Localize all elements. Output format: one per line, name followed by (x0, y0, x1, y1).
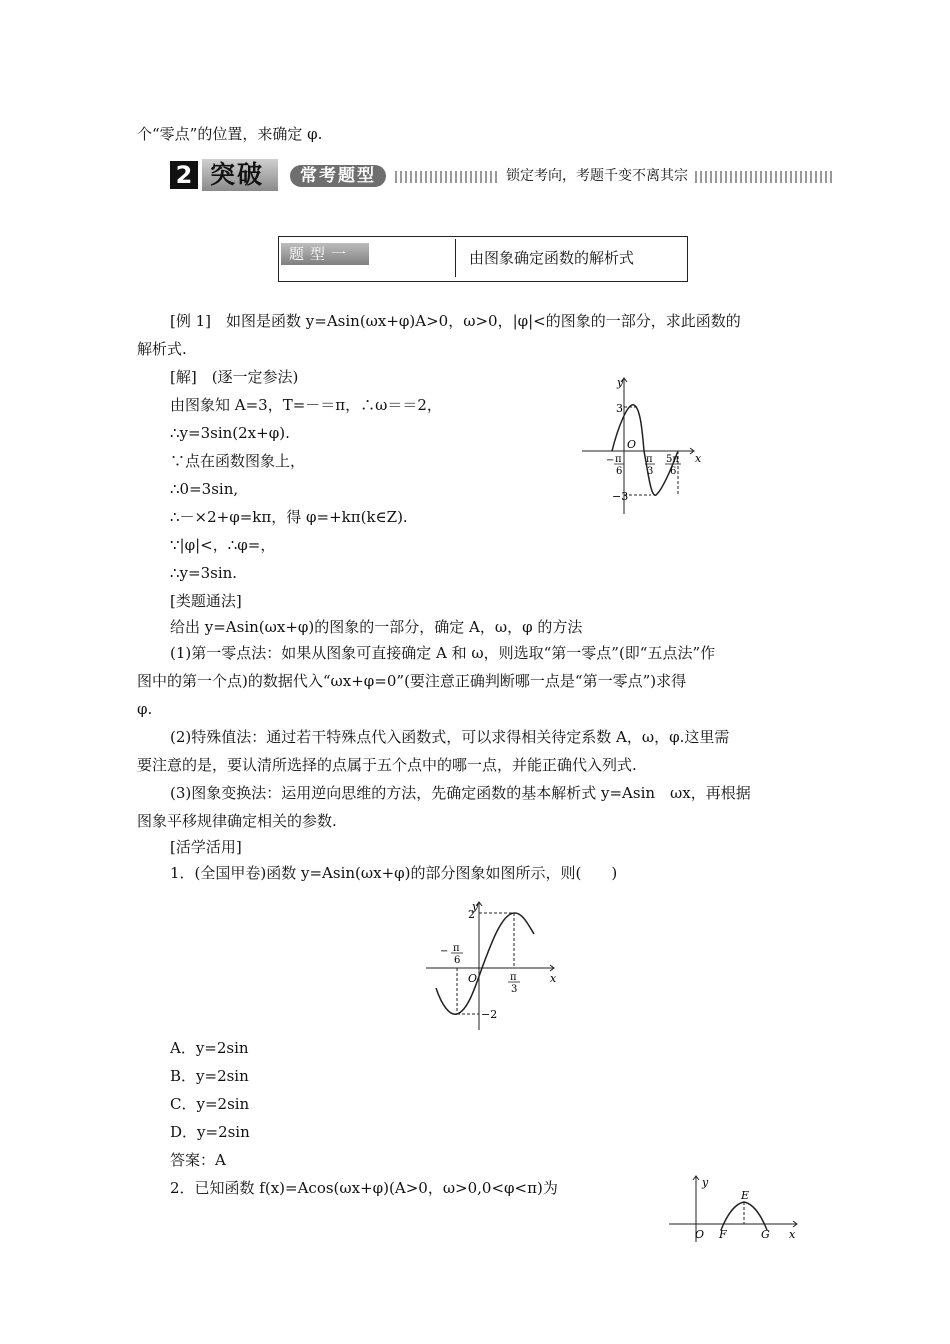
point-f-label: F (719, 1228, 727, 1241)
example-line-1: [例 1] 如图是函数 y=Asin(ωx+φ)A>0，ω>0，|φ|<的图象的一部分，求此函数的 (170, 312, 741, 330)
x2-den: 3 (511, 984, 518, 995)
option-b: B．y=2sin (170, 1067, 249, 1085)
point-g-label: G (761, 1228, 770, 1241)
method-p3-l1: (3)图象变换法：运用逆向思维的方法，先确定函数的基本解析式 y=Asin ωx，再根据 (170, 784, 751, 802)
question-1: 1．(全国甲卷)函数 y=Asin(ωx+φ)的部分图象如图所示，则( ) (170, 864, 618, 882)
solution-line-4: ∵点在函数图象上， (170, 452, 306, 470)
x1-sign: − (606, 455, 615, 466)
x-label: x (789, 1228, 796, 1241)
x2-den: 3 (647, 466, 654, 477)
origin-label: O (627, 438, 637, 451)
x2-num: π (510, 972, 517, 983)
topic-text: 由图象确定函数的解析式 (469, 249, 635, 267)
solution-line-1: [解] (逐一定参法) (170, 368, 299, 386)
origin-label: O (468, 972, 478, 985)
x1-sign: − (440, 946, 449, 957)
solution-line-5: ∴0=3sin, (170, 480, 239, 498)
cosine-arc (721, 1202, 767, 1230)
x3-den: 6 (670, 466, 677, 477)
method-p2-l1: (2)特殊值法：通过若干特殊点代入函数式，可以求得相关待定系数 A，ω，φ.这里需 (170, 728, 730, 746)
option-d: D．y=2sin (170, 1123, 250, 1141)
option-c: C．y=2sin (170, 1095, 250, 1113)
x2-num: π (646, 454, 653, 465)
max-label: 2 (468, 908, 475, 921)
method-p1-l3: φ. (137, 700, 153, 718)
y-label: y (472, 900, 479, 913)
question-2-graph (665, 1172, 805, 1244)
question-1-graph (422, 896, 562, 1032)
method-p1-l1: (1)第一零点法：如果从图象可直接确定 A 和 ω，则选取“第一零点”(即“五点法”作 (170, 644, 716, 662)
solution-line-8: ∴y=3sin. (170, 564, 238, 582)
sine-curve (436, 913, 534, 1014)
max-label: 3 (616, 402, 623, 415)
method-p1-l2: 图中的第一个点)的数据代入“ωx+φ=0”(要注意正确判断哪一点是“第一零点”)求得 (137, 672, 687, 690)
topic-label: 题型一 (281, 243, 369, 265)
question-2: 2．已知函数 f(x)=Acos(ωx+φ)(A>0，ω>0,0<φ<π)为 (170, 1179, 558, 1197)
x1-den: 6 (616, 466, 623, 477)
banner-subtitle: 常考题型 (290, 165, 386, 187)
x1-den: 6 (454, 955, 461, 966)
x3-num: 5π (666, 454, 679, 465)
point-e-label: E (741, 1189, 750, 1202)
method-p2-l2: 要注意的是，要认清所选择的点属于五个点中的哪一点，并能正确代入列式. (137, 756, 637, 774)
x1-num: π (453, 943, 460, 954)
option-a: A．y=2sin (170, 1039, 249, 1057)
example-line-2: 解析式. (137, 340, 187, 358)
banner-slogan: 锁定考向，考题千变不离其宗 (500, 165, 694, 187)
practice-heading: [活学活用] (170, 838, 242, 856)
banner-title: 突破 (202, 159, 278, 191)
x-label: x (695, 452, 702, 465)
solution-line-2: 由图象知 A=3，T=－＝π，∴ω＝＝2， (170, 396, 442, 414)
x-label: x (550, 972, 557, 985)
x1-num: π (615, 454, 622, 465)
solution-line-3: ∴y=3sin(2x+φ). (170, 424, 290, 442)
method-p3-l2: 图象平移规律确定相关的参数. (137, 812, 337, 830)
method-intro: 给出 y=Asin(ωx+φ)的图象的一部分，确定 A，ω，φ 的方法 (170, 618, 583, 636)
example-graph (578, 372, 708, 518)
sine-curve (612, 405, 678, 495)
top-line: 个“零点”的位置，来确定 φ. (137, 125, 323, 143)
topic-box (278, 236, 688, 282)
topic-divider (455, 239, 456, 277)
solution-line-7: ∵|φ|<，∴φ=， (170, 536, 276, 554)
origin-label: O (695, 1228, 705, 1241)
y-label: y (702, 1176, 709, 1189)
section-banner (170, 157, 840, 193)
min-label: −3 (612, 490, 629, 503)
banner-number: 2 (170, 161, 198, 189)
answer: 答案：A (170, 1151, 226, 1169)
method-heading: [类题通法] (170, 592, 242, 610)
min-label: −2 (481, 1008, 498, 1021)
solution-line-6: ∴－×2+φ=kπ，得 φ=+kπ(k∈Z). (170, 508, 408, 526)
y-label: y (617, 376, 624, 389)
